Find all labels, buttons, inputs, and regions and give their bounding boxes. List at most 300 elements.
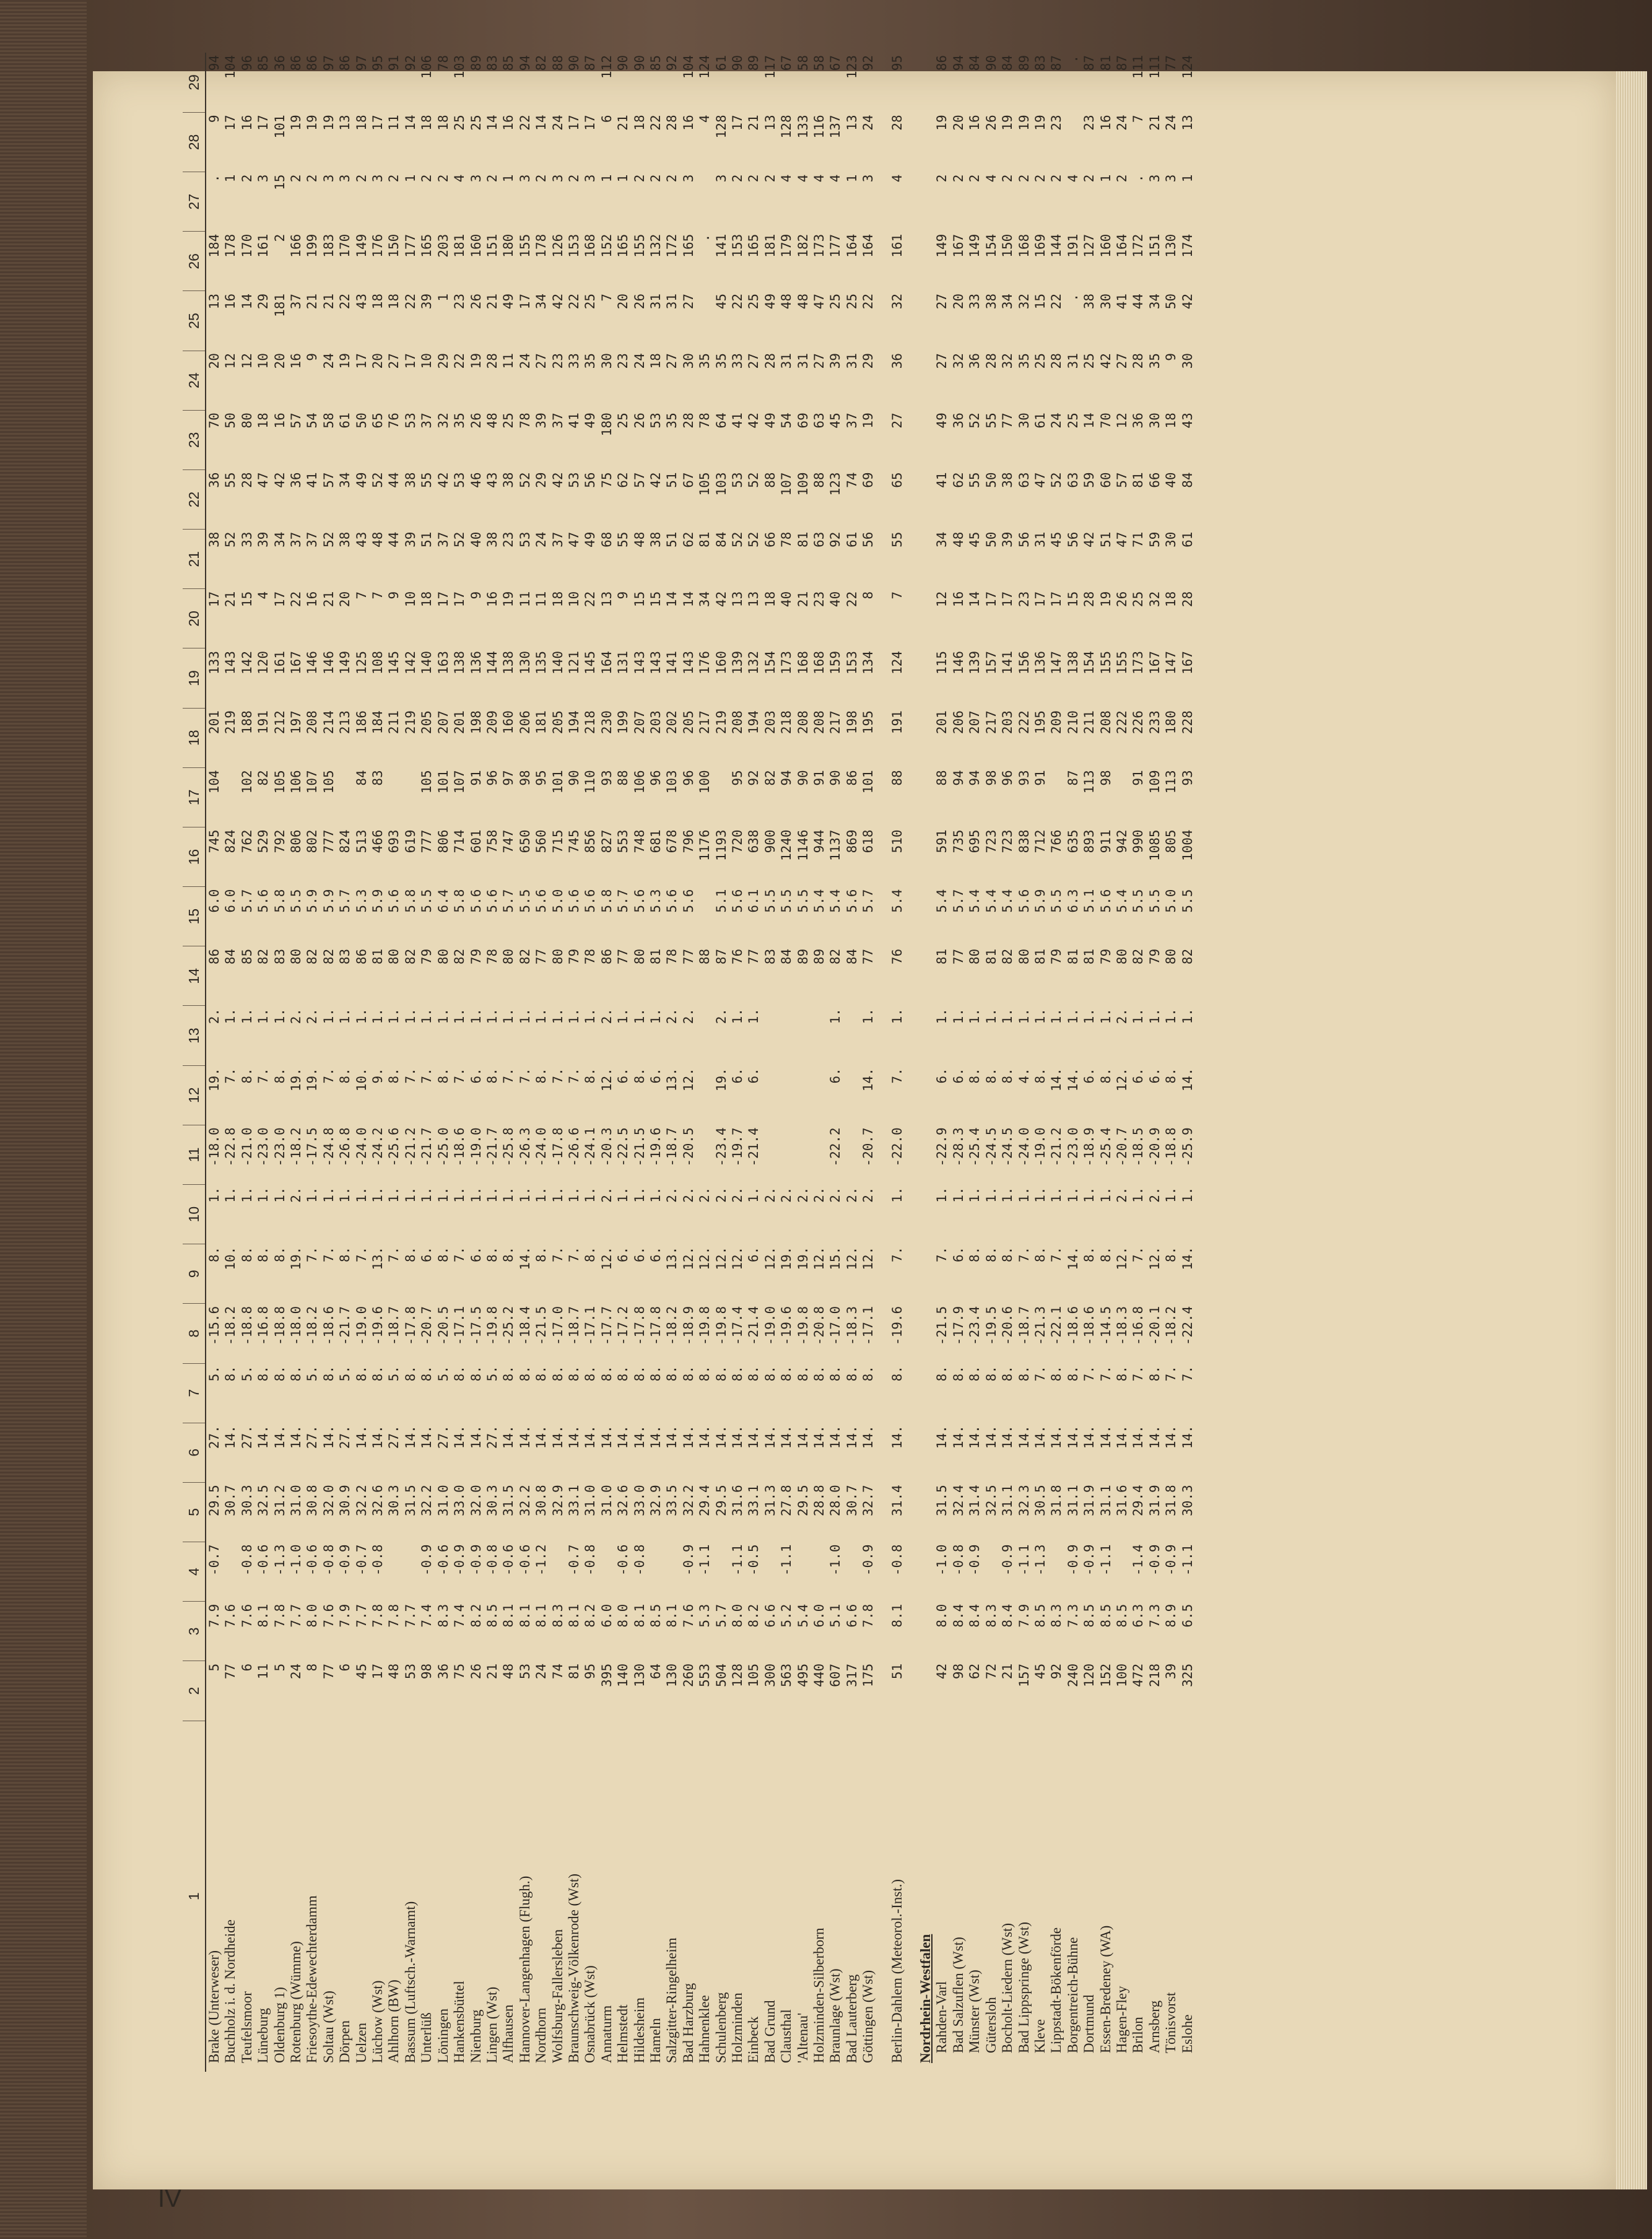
value-cell: 45	[1049, 531, 1064, 548]
value-cell: 28	[239, 472, 254, 488]
value-cell: 109	[795, 472, 811, 496]
value-cell: 1.	[648, 1187, 663, 1203]
value-cell: 50	[983, 472, 999, 488]
value-cell: 31.0	[435, 1485, 451, 1516]
rotated-climate-table	[183, 53, 1514, 2072]
value-cell: 2.	[861, 1187, 876, 1203]
value-cell: 47	[812, 293, 827, 310]
value-cell: 12.	[599, 1068, 614, 1092]
station-name: Arnsberg	[1146, 2000, 1162, 2053]
value-cell: 317	[844, 1663, 859, 1687]
value-cell: 8.	[534, 1366, 549, 1382]
value-cell: 80	[967, 948, 983, 965]
value-cell	[697, 172, 713, 232]
value-cell: 48	[950, 531, 966, 548]
value-cell: 1	[435, 293, 451, 302]
value-cell: 678	[664, 829, 680, 853]
value-cell: 131	[615, 650, 631, 674]
value-cell: 5	[207, 1663, 222, 1672]
value-cell: 92	[828, 531, 843, 548]
value-cell: 893	[1082, 829, 1097, 853]
value-cell: 7.	[452, 1246, 467, 1262]
value-cell: -0.6	[435, 1544, 451, 1576]
value-cell: -20.1	[1147, 1306, 1162, 1346]
value-cell: 22	[337, 293, 353, 310]
value-cell: 198	[468, 710, 484, 735]
value-cell: 22	[861, 293, 876, 310]
value-cell: 1176	[697, 829, 713, 862]
value-cell: 29	[256, 293, 271, 310]
value-cell: -22.9	[934, 1127, 950, 1167]
value-cell: 84	[1180, 472, 1195, 488]
value-cell: 10	[256, 353, 271, 369]
value-cell: 94	[779, 770, 794, 786]
value-cell: 180	[1163, 710, 1179, 735]
value-cell: 5.8	[452, 889, 467, 913]
value-cell: 137	[828, 115, 843, 139]
value-cell: 1.	[746, 1187, 762, 1203]
value-cell: 42	[1180, 293, 1195, 310]
value-cell: 9.	[370, 1068, 386, 1084]
value-cell: -25.2	[501, 1306, 516, 1346]
station-name: Eslohe	[1179, 2014, 1195, 2053]
value-cell: 96	[484, 770, 500, 786]
value-cell: 127	[1082, 234, 1097, 258]
value-cell: -0.6	[615, 1544, 631, 1576]
value-cell: 1.	[1082, 1187, 1097, 1203]
table-row	[999, 53, 1015, 2072]
value-cell: .	[1131, 174, 1146, 183]
value-cell: 8.	[272, 1366, 287, 1382]
value-cell: 23	[501, 531, 516, 548]
value-cell: 203	[648, 710, 663, 735]
value-cell: 21	[321, 293, 336, 310]
value-cell: 824	[223, 829, 238, 853]
value-cell: 8.	[599, 1366, 614, 1382]
column-header: 26	[183, 232, 206, 291]
value-cell: -17.7	[599, 1306, 614, 1346]
table-row	[697, 53, 713, 2072]
value-cell: -18.6	[452, 1127, 467, 1167]
value-cell: 1.	[566, 1008, 581, 1024]
value-cell: 14.	[746, 1425, 762, 1449]
value-cell: 222	[1114, 710, 1129, 735]
value-cell: 14.	[795, 1425, 811, 1449]
value-cell: 54	[779, 412, 794, 429]
value-cell: 30.5	[1032, 1485, 1048, 1516]
value-cell: 8.	[615, 1366, 631, 1382]
value-cell: 6.3	[1131, 1604, 1146, 1628]
value-cell: -18.3	[1114, 1306, 1129, 1346]
value-cell: 12.	[1147, 1246, 1162, 1270]
value-cell: 838	[1016, 829, 1032, 853]
value-cell: 49	[354, 472, 369, 488]
value-cell: 1.	[1147, 1008, 1162, 1024]
value-cell: 8.	[517, 1366, 533, 1382]
value-cell: 105	[321, 770, 336, 794]
value-cell: 69	[861, 472, 876, 488]
value-cell: -19.0	[354, 1306, 369, 1346]
value-cell: 8.	[1098, 1246, 1113, 1262]
value-cell: 92	[402, 55, 418, 71]
value-cell: 50	[983, 531, 999, 548]
value-cell: 6.6	[762, 1604, 778, 1628]
value-cell: 77	[615, 948, 631, 965]
value-cell: 52	[967, 412, 983, 429]
value-cell: 104	[680, 55, 696, 79]
value-cell: 777	[321, 829, 336, 853]
value-cell: 10	[419, 353, 435, 369]
value-cell: 50	[354, 412, 369, 429]
value-cell: 1.	[632, 1187, 647, 1203]
column-header: 16	[183, 827, 206, 886]
value-cell: 36	[272, 55, 287, 71]
value-cell: 1.	[632, 1008, 647, 1024]
value-cell: 14.	[468, 1425, 484, 1449]
value-cell: 19	[1098, 591, 1113, 608]
value-cell: 5.4	[1114, 889, 1129, 913]
value-cell: 14.	[1065, 1425, 1080, 1449]
value-cell: 22	[730, 293, 745, 310]
value-cell: 31.8	[1163, 1485, 1179, 1516]
value-cell: 78	[664, 948, 680, 965]
value-cell: 6.	[746, 1246, 762, 1262]
table-row	[778, 53, 794, 2072]
value-cell: 213	[337, 710, 353, 735]
value-cell: -24.5	[983, 1127, 999, 1167]
value-cell: 1	[1098, 174, 1113, 183]
column-header: 7	[183, 1363, 206, 1423]
value-cell: 51	[889, 1663, 905, 1680]
value-cell: 8.	[1000, 1068, 1015, 1084]
value-cell: 8.	[256, 1246, 271, 1262]
value-cell: 24	[1049, 412, 1064, 429]
value-cell: 3	[1163, 174, 1179, 183]
value-cell: 14.	[632, 1425, 647, 1449]
value-cell: 18	[632, 115, 647, 131]
value-cell: 7.6	[239, 1604, 254, 1628]
station-name: Osnabrück (Wst)	[582, 1965, 598, 2063]
value-cell	[778, 1006, 794, 1065]
value-cell: 32.6	[370, 1485, 386, 1516]
station-name: Bad Lauterberg	[843, 1974, 859, 2063]
value-cell: 12	[223, 353, 238, 369]
value-cell: 1.	[370, 1187, 386, 1203]
value-cell: 176	[370, 234, 386, 258]
value-cell: 74	[844, 472, 859, 488]
value-cell: 81	[795, 531, 811, 548]
station-name: Uelzen	[353, 2022, 369, 2063]
value-cell: 2.	[795, 1187, 811, 1203]
value-cell: 7.6	[680, 1604, 696, 1628]
value-cell: 1.	[468, 1187, 484, 1203]
value-cell: 26	[632, 293, 647, 310]
value-cell: 25	[615, 412, 631, 429]
value-cell: 30.3	[1180, 1485, 1195, 1516]
value-cell: 300	[762, 1663, 778, 1687]
value-cell: 14.	[1082, 1425, 1097, 1449]
value-cell: 194	[566, 710, 581, 735]
value-cell: 5.6	[484, 889, 500, 913]
value-cell: 5.5	[289, 889, 304, 913]
value-cell: 5.6	[730, 889, 745, 913]
value-cell: 1.	[337, 1008, 353, 1024]
value-cell: 87	[1114, 55, 1129, 71]
value-cell: -21.7	[484, 1127, 500, 1167]
value-cell: 94	[950, 55, 966, 71]
value-cell: 42	[648, 472, 663, 488]
value-cell: 146	[950, 650, 966, 674]
value-cell: 82	[517, 948, 533, 965]
value-cell: 5.5	[795, 889, 811, 913]
value-cell: 2	[272, 234, 287, 242]
value-cell: 23	[452, 293, 467, 310]
value-cell: 107	[452, 770, 467, 794]
value-cell: 49	[762, 412, 778, 429]
value-cell: 51	[1098, 531, 1113, 548]
value-cell	[918, 53, 934, 112]
value-cell: 14.	[517, 1425, 533, 1449]
value-cell: 14.	[697, 1425, 713, 1449]
value-cell: 63	[812, 412, 827, 429]
value-cell: 181	[452, 234, 467, 258]
table-row	[1081, 53, 1097, 2072]
table-row	[1065, 53, 1081, 2072]
value-cell: 80	[1163, 948, 1179, 965]
value-cell: 2.	[779, 1187, 794, 1203]
value-cell: 28	[1131, 353, 1146, 369]
value-cell: 14	[680, 591, 696, 608]
value-cell: -17.1	[583, 1306, 598, 1346]
value-cell: -0.6	[517, 1544, 533, 1576]
value-cell: -20.3	[599, 1127, 614, 1167]
value-cell: 1.	[1049, 1187, 1064, 1203]
value-cell: 17	[223, 115, 238, 131]
value-cell: 35	[583, 353, 598, 369]
value-cell: 5.5	[517, 889, 533, 913]
value-cell: 33	[967, 293, 983, 310]
value-cell: 2	[1032, 174, 1048, 183]
value-cell: 25	[844, 293, 859, 310]
value-cell: 1.	[934, 1008, 950, 1024]
table-row	[795, 53, 811, 2072]
value-cell: 36	[967, 353, 983, 369]
value-cell: 139	[967, 650, 983, 674]
value-cell: 84	[713, 531, 729, 548]
value-cell: 21	[795, 591, 811, 608]
value-cell: 55	[983, 412, 999, 429]
value-cell	[762, 1065, 778, 1125]
value-cell: 32.2	[680, 1485, 696, 1516]
value-cell: 796	[680, 829, 696, 853]
value-cell: 45	[1032, 1663, 1048, 1680]
value-cell: 14.	[272, 1425, 287, 1449]
value-cell: 53	[402, 1663, 418, 1680]
value-cell: 27	[664, 353, 680, 369]
value-cell: 1.	[1131, 1008, 1146, 1024]
column-header: 8	[183, 1304, 206, 1363]
value-cell: 167	[1147, 650, 1162, 674]
value-cell: 48	[386, 1663, 402, 1680]
value-cell: 140	[550, 650, 565, 674]
value-cell: 2.	[1147, 1187, 1162, 1203]
value-cell: 7.8	[272, 1604, 287, 1628]
station-name: Hildesheim	[631, 1997, 647, 2063]
value-cell: 39	[828, 353, 843, 369]
value-cell: 35	[697, 353, 713, 369]
value-cell: 95	[370, 55, 386, 71]
value-cell: 112	[599, 55, 614, 79]
value-cell: -19.8	[713, 1306, 729, 1346]
value-cell: 5.6	[844, 889, 859, 913]
value-cell: 128	[713, 115, 729, 139]
value-cell: 8.0	[730, 1604, 745, 1628]
value-cell: 228	[1180, 710, 1195, 735]
value-cell: 7.	[354, 1246, 369, 1262]
value-cell: 37	[289, 293, 304, 310]
value-cell: 197	[289, 710, 304, 735]
value-cell: 3	[321, 174, 336, 183]
value-cell: 31.2	[272, 1485, 287, 1516]
value-cell: 7.	[517, 1068, 533, 1084]
value-cell: 18	[386, 293, 402, 310]
value-cell: -17.8	[648, 1306, 663, 1346]
value-cell: 53	[566, 472, 581, 488]
value-cell: 19.	[779, 1246, 794, 1270]
value-cell: 856	[583, 829, 598, 853]
value-cell: 5.7	[337, 889, 353, 913]
value-cell: 8.	[1032, 1246, 1048, 1262]
value-cell: 16	[239, 115, 254, 131]
value-cell: 12.	[730, 1246, 745, 1270]
value-cell	[811, 1065, 827, 1125]
value-cell	[795, 1006, 811, 1065]
value-cell: 203	[1000, 710, 1015, 735]
value-cell: 181	[762, 234, 778, 258]
value-cell: 32	[950, 353, 966, 369]
value-cell: 143	[632, 650, 647, 674]
value-cell: 201	[452, 710, 467, 735]
value-cell: 14.	[812, 1425, 827, 1449]
value-cell: 94	[207, 55, 222, 71]
value-cell: 18	[354, 115, 369, 131]
value-cell: 48	[779, 293, 794, 310]
station-name: Nordhorn	[533, 2007, 549, 2063]
value-cell: 22	[402, 293, 418, 310]
value-cell: 16	[967, 115, 983, 131]
table-row	[746, 53, 762, 2072]
value-cell: 5.4	[983, 889, 999, 913]
value-cell: 8.1	[566, 1604, 581, 1628]
value-cell: 130	[517, 650, 533, 674]
table-row	[811, 53, 827, 2072]
value-cell: 1.	[889, 1008, 905, 1024]
value-cell: 6.	[1147, 1068, 1162, 1084]
table-row	[402, 53, 419, 2072]
value-cell: 63	[812, 531, 827, 548]
value-cell: 33	[239, 531, 254, 548]
value-cell: -18.6	[1065, 1306, 1080, 1346]
station-name: Lingen (Wst)	[484, 1986, 500, 2063]
section-title: Nordrhein-Westfalen	[918, 1934, 934, 2063]
station-name: Rotenburg (Wümme)	[288, 1941, 304, 2063]
value-cell: 5.6	[534, 889, 549, 913]
value-cell: -1.3	[272, 1544, 287, 1576]
value-cell: 942	[1114, 829, 1129, 853]
value-cell: -0.9	[1163, 1544, 1179, 1576]
value-cell: 104	[223, 55, 238, 79]
value-cell: -0.6	[256, 1544, 271, 1576]
value-cell: 24	[289, 1663, 304, 1680]
value-cell: 1.	[1065, 1008, 1080, 1024]
value-cell: 43	[354, 293, 369, 310]
value-cell: 159	[828, 650, 843, 674]
value-cell: 8.	[239, 1246, 254, 1262]
value-cell: 53	[730, 472, 745, 488]
value-cell: 619	[402, 829, 418, 853]
spacer-cell	[905, 53, 918, 2072]
value-cell: 57	[321, 472, 336, 488]
value-cell: 160	[501, 710, 516, 735]
value-cell: 87	[1082, 55, 1097, 71]
table-row	[1114, 53, 1130, 2072]
value-cell: 56	[1065, 531, 1080, 548]
value-cell: -21.4	[746, 1127, 762, 1167]
value-cell: 30	[1180, 353, 1195, 369]
value-cell: 900	[762, 829, 778, 853]
value-cell: 27.	[239, 1425, 254, 1449]
value-cell: 60	[1098, 472, 1113, 488]
value-cell: 199	[305, 234, 320, 258]
value-cell: 19	[1016, 115, 1032, 131]
value-cell: 52	[223, 531, 238, 548]
value-cell: 14.	[844, 1425, 859, 1449]
value-cell: 120	[256, 650, 271, 674]
value-cell: 14.	[1147, 1425, 1162, 1449]
column-header: 9	[183, 1244, 206, 1304]
value-cell: 66	[762, 531, 778, 548]
value-cell: 2.	[812, 1187, 827, 1203]
value-cell: 1.	[950, 1187, 966, 1203]
value-cell: 5.7	[950, 889, 966, 913]
value-cell: 14.	[321, 1425, 336, 1449]
value-cell: -24.5	[1000, 1127, 1015, 1167]
value-cell: 17	[256, 115, 271, 131]
value-cell: 24	[517, 353, 533, 369]
value-cell: 17	[1049, 591, 1064, 608]
value-cell: 37	[550, 412, 565, 429]
value-cell: 14	[967, 591, 983, 608]
value-cell: 14.	[1065, 1068, 1080, 1092]
value-cell: 30	[1147, 412, 1162, 429]
value-cell: 79	[1147, 948, 1162, 965]
value-cell: 40	[779, 591, 794, 608]
table-row	[844, 53, 860, 2072]
value-cell: -18.6	[321, 1306, 336, 1346]
station-name: Ahlhorn (BW)	[386, 1979, 402, 2063]
value-cell: 22	[289, 591, 304, 608]
value-cell: 16	[223, 293, 238, 310]
value-cell: 8.	[950, 1366, 966, 1382]
value-cell: 207	[967, 710, 983, 735]
value-cell: 50	[1163, 293, 1179, 310]
value-cell: 8.	[583, 1366, 598, 1382]
value-cell: 712	[1032, 829, 1048, 853]
value-cell: 35	[1016, 353, 1032, 369]
value-cell: 146	[321, 650, 336, 674]
value-cell: 106	[632, 770, 647, 794]
value-cell: 944	[812, 829, 827, 853]
